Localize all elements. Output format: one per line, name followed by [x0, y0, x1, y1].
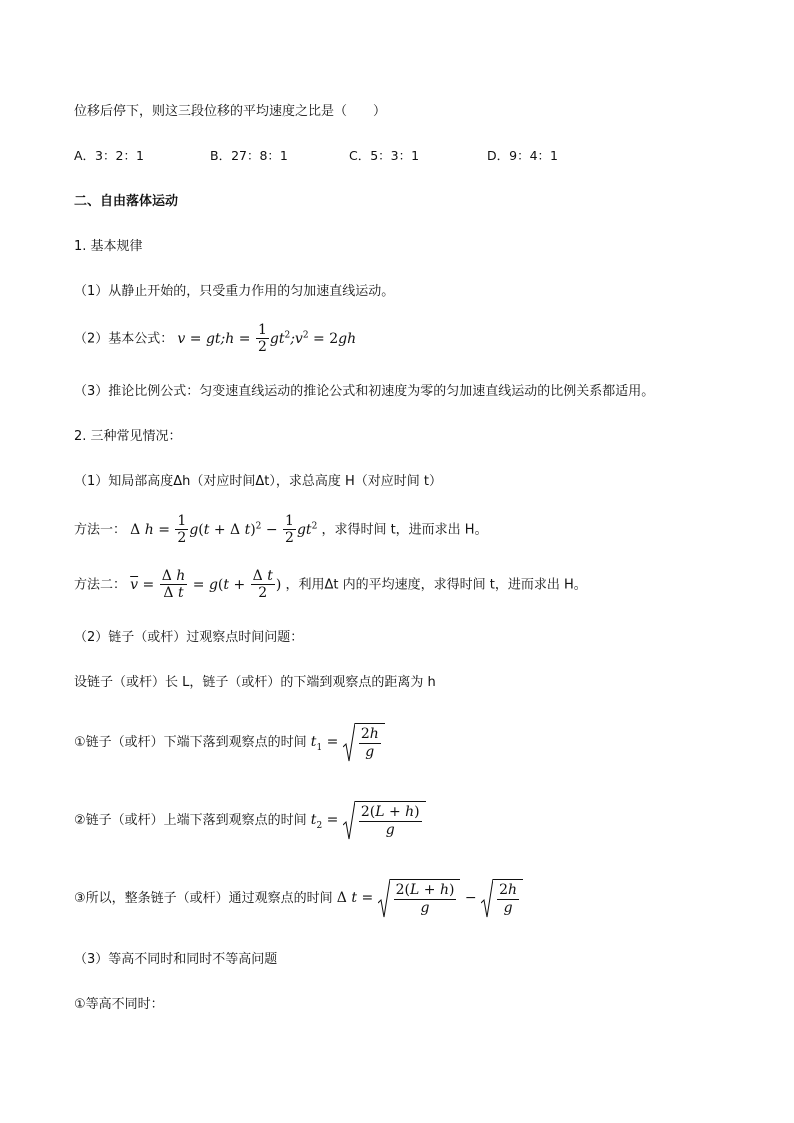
option-a[interactable]: A．3：2：1: [74, 148, 144, 163]
c3-text: ③所以，整条链子（或杆）通过观察点的时间: [74, 891, 333, 906]
option-d[interactable]: D．9：4：1: [487, 148, 558, 163]
option-c[interactable]: C．5：3：1: [349, 148, 420, 163]
case1-text: （1）知局部高度Δh（对应时间Δt），求总高度 H（对应时间 t）: [74, 474, 443, 489]
method1-formula: Δ h = $\frac{1}{2}$ g(t + Δ t)$^2$ − $\frac{1}{2}$ $gt^2$: [130, 513, 318, 546]
item1-title: 1. 基本规律: [74, 239, 143, 254]
item1-p2: [74, 322, 356, 355]
method1: [74, 513, 488, 546]
basic-formula-label: （2）基本公式：: [74, 331, 174, 347]
item1-p1: （1）从静止开始的，只受重力作用的匀加速直线运动。: [74, 284, 395, 299]
sqrt-2lh-over-g: $\frac{2(L + h)}{g}$: [343, 801, 426, 839]
method1-prefix: 方法一：: [74, 522, 127, 538]
question-tail: 位移后停下，则这三段位移的平均速度之比是（ ）: [74, 104, 387, 119]
c3-line: [74, 879, 523, 917]
sqrt-2h-over-g-2: $\frac{2h}{g}$: [481, 879, 523, 917]
c2-formula: $t_2$ = $\frac{2(L + h)}{g}$: [311, 812, 426, 828]
method2-formula: $\overline{v}$ = $\frac{\text{Δ h}}{\text{Δ t}}$ = g(t + $\frac{\text{Δ t}}{2}$ ): [130, 568, 282, 601]
item2-title: 2. 三种常见情况：: [74, 429, 182, 444]
option-b[interactable]: B．27：8：1: [210, 148, 288, 163]
method1-suffix: ，求得时间 t，进而求出 H。: [321, 522, 488, 538]
c1-formula: $t_1$ = $\frac{2h}{g}$: [311, 734, 385, 750]
c1-text: ①链子（或杆）下端下落到观察点的时间: [74, 735, 307, 750]
sqrt-2h-over-g: $\frac{2h}{g}$: [343, 723, 385, 761]
c1-line: [74, 723, 385, 761]
c2-line: [74, 801, 426, 839]
method2-suffix: ，利用Δt 内的平均速度，求得时间 t，进而求出 H。: [285, 577, 587, 593]
section-title: 二、自由落体运动: [74, 194, 179, 209]
method2: [74, 568, 587, 601]
c2-text: ②链子（或杆）上端下落到观察点的时间: [74, 813, 307, 828]
basic-formula: v = gt;h = $\frac{1}{2}$ $gt^2;v^2 = 2gh$: [177, 322, 357, 355]
case3-text: （3）等高不同时和同时不等高问题: [74, 952, 278, 967]
item1-p3: （3）推论比例公式：匀变速直线运动的推论公式和初速度为零的匀加速直线运动的比例关系都适用。: [74, 384, 655, 399]
method2-prefix: 方法二：: [74, 577, 127, 593]
case3-sub: ①等高不同时：: [74, 997, 164, 1012]
sqrt-2lh-over-g-2: $\frac{2(L + h)}{g}$: [378, 879, 461, 917]
setup-text: 设链子（或杆）长 L，链子（或杆）的下端到观察点的距离为 h: [74, 675, 436, 690]
case2-text: （2）链子（或杆）过观察点时间问题：: [74, 630, 304, 645]
c3-formula: Δ t = $\frac{2(L + h)}{g}$ − $\frac{2h}{g}$: [337, 890, 523, 906]
